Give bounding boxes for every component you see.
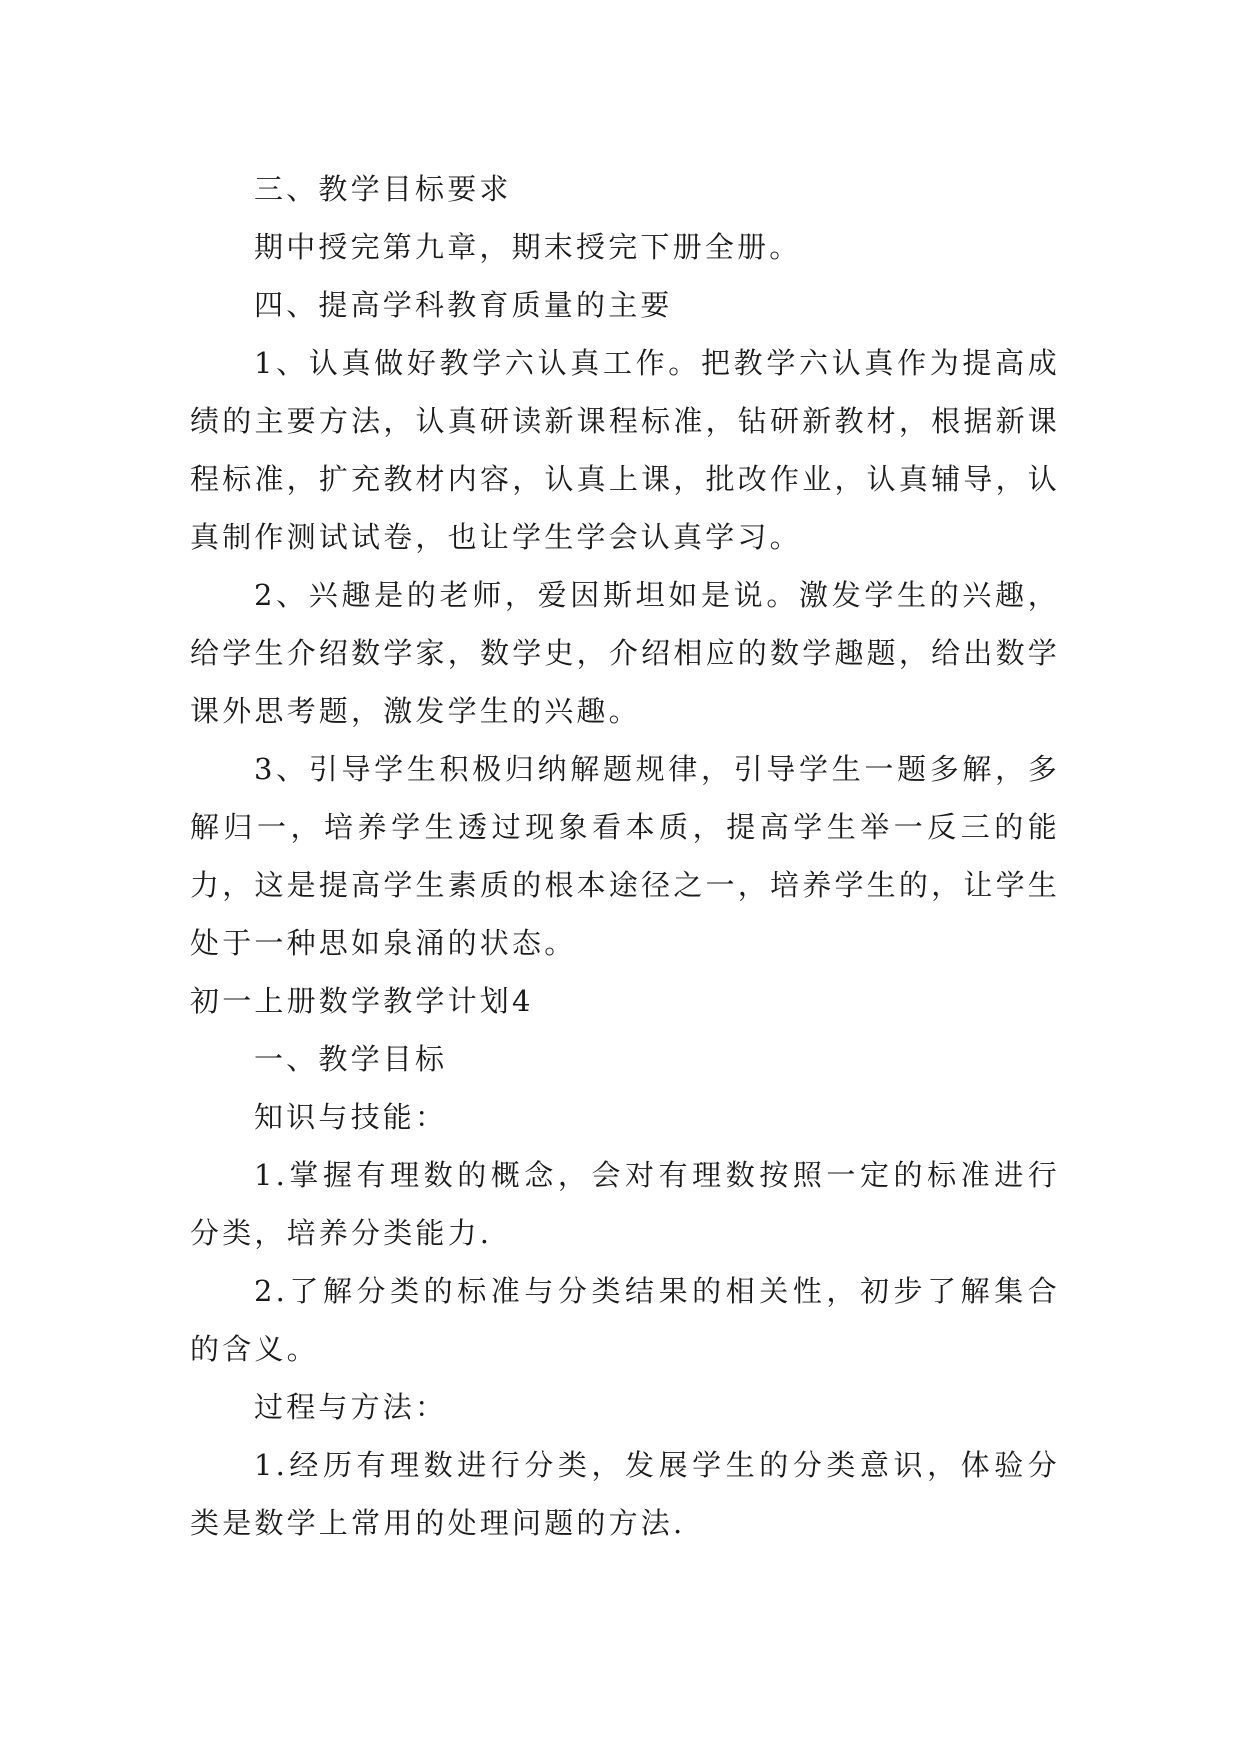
subheading-process-methods: 过程与方法： — [254, 1390, 448, 1424]
section-heading-teaching-goals: 一、教学目标 — [254, 1042, 448, 1076]
paragraph-knowledge-1: 1.掌握有理数的概念，会对有理数按照一定的标准进行分类，培养分类能力. — [190, 1158, 1060, 1250]
paragraph-item-3: 3、引导学生积极归纳解题规律，引导学生一题多解，多解归一，培养学生透过现象看本质，提高学生举一反三的能力，这是提高学生素质的根本途径之一，培养学生的，让学生处于一种思如泉涌的状态。 — [190, 752, 1060, 960]
document-title-plan-4: 初一上册数学教学计划4 — [190, 984, 534, 1018]
section-heading-teaching-goal-requirements: 三、教学目标要求 — [254, 172, 512, 206]
paragraph-schedule: 期中授完第九章，期末授完下册全册。 — [254, 230, 802, 264]
paragraph-knowledge-2: 2.了解分类的标准与分类结果的相关性，初步了解集合的含义。 — [190, 1274, 1060, 1366]
paragraph-item-1: 1、认真做好教学六认真工作。把教学六认真作为提高成绩的主要方法，认真研读新课程标准，钻研新教材，根据新课程标准，扩充教材内容，认真上课，批改作业，认真辅导，认真制作测试试卷，也让学生学会认真学习。 — [190, 346, 1060, 554]
paragraph-process-1: 1.经历有理数进行分类，发展学生的分类意识，体验分类是数学上常用的处理问题的方法. — [190, 1448, 1060, 1540]
document-body — [190, 160, 1060, 1552]
subheading-knowledge-skills: 知识与技能： — [254, 1100, 448, 1134]
paragraph-item-2: 2、兴趣是的老师，爱因斯坦如是说。激发学生的兴趣，给学生介绍数学家，数学史，介绍相应的数学趣题，给出数学课外思考题，激发学生的兴趣。 — [190, 578, 1060, 728]
section-heading-improve-quality: 四、提高学科教育质量的主要 — [254, 288, 673, 322]
